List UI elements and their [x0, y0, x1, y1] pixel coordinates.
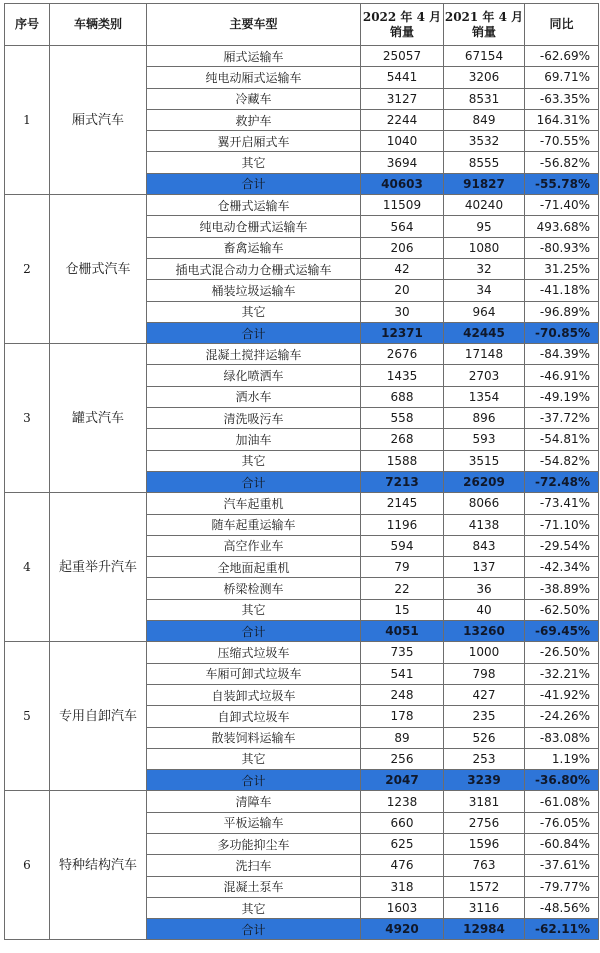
model-cell: 冷藏车: [147, 88, 361, 109]
yoy-cell: -56.82%: [525, 152, 599, 173]
model-cell: 散装饲料运输车: [147, 727, 361, 748]
sales-2021-cell: 95: [444, 216, 525, 237]
sales-2021-cell: 2756: [444, 812, 525, 833]
total-sales-2022-cell: 4920: [361, 919, 444, 940]
yoy-cell: -24.26%: [525, 706, 599, 727]
sales-2022-cell: 3694: [361, 152, 444, 173]
group-index: 4: [5, 493, 50, 642]
sales-2022-cell: 22: [361, 578, 444, 599]
table-header-row: [5, 4, 599, 46]
sales-2022-cell: 30: [361, 301, 444, 322]
sales-2022-cell: 625: [361, 833, 444, 854]
model-cell: 多功能抑尘车: [147, 833, 361, 854]
table-body: [5, 46, 599, 940]
special-vehicle-sales-table: [4, 3, 599, 940]
header-yoy: 同比: [525, 4, 599, 46]
model-cell: 救护车: [147, 109, 361, 130]
yoy-cell: -26.50%: [525, 642, 599, 663]
sales-2021-cell: 235: [444, 706, 525, 727]
sales-2022-cell: 2676: [361, 344, 444, 365]
total-sales-2022-cell: 7213: [361, 471, 444, 492]
model-cell: 纯电动厢式运输车: [147, 67, 361, 88]
model-cell: 清洗吸污车: [147, 408, 361, 429]
header-sales-2022: [361, 4, 444, 46]
total-yoy-cell: -69.45%: [525, 621, 599, 642]
sales-2021-cell: 8066: [444, 493, 525, 514]
model-cell: 其它: [147, 599, 361, 620]
sales-2022-cell: 25057: [361, 46, 444, 67]
total-sales-2022-cell: 4051: [361, 621, 444, 642]
model-cell: 仓栅式运输车: [147, 195, 361, 216]
sales-2022-cell: 248: [361, 684, 444, 705]
sales-2022-cell: 11509: [361, 195, 444, 216]
sales-2022-cell: 660: [361, 812, 444, 833]
header-sales-2022-line1: 2022 年 4 月: [362, 9, 442, 24]
total-sales-2022-cell: 12371: [361, 322, 444, 343]
yoy-cell: -63.35%: [525, 88, 599, 109]
model-cell: 绿化喷洒车: [147, 365, 361, 386]
table-row: [5, 642, 599, 663]
sales-2021-cell: 8555: [444, 152, 525, 173]
sales-2022-cell: 735: [361, 642, 444, 663]
sales-2021-cell: 2703: [444, 365, 525, 386]
yoy-cell: -80.93%: [525, 237, 599, 258]
total-label-cell: 合计: [147, 471, 361, 492]
yoy-cell: -37.61%: [525, 855, 599, 876]
table-row: [5, 344, 599, 365]
sales-2021-cell: 427: [444, 684, 525, 705]
sales-2021-cell: 964: [444, 301, 525, 322]
sales-2021-cell: 1080: [444, 237, 525, 258]
total-yoy-cell: -70.85%: [525, 322, 599, 343]
table-row: [5, 493, 599, 514]
sales-2021-cell: 1596: [444, 833, 525, 854]
total-yoy-cell: -72.48%: [525, 471, 599, 492]
sales-2021-cell: 896: [444, 408, 525, 429]
model-cell: 自卸式垃圾车: [147, 706, 361, 727]
sales-2022-cell: 564: [361, 216, 444, 237]
total-sales-2021-cell: 26209: [444, 471, 525, 492]
table-row: [5, 46, 599, 67]
group-index: 5: [5, 642, 50, 791]
sales-2022-cell: 15: [361, 599, 444, 620]
yoy-cell: 31.25%: [525, 258, 599, 279]
model-cell: 混凝土泵车: [147, 876, 361, 897]
sales-2021-cell: 40240: [444, 195, 525, 216]
model-cell: 桥梁检测车: [147, 578, 361, 599]
sales-2022-cell: 594: [361, 535, 444, 556]
sales-2021-cell: 40: [444, 599, 525, 620]
model-cell: 其它: [147, 152, 361, 173]
header-sales-2022-line2: 销量: [389, 24, 414, 39]
yoy-cell: -70.55%: [525, 131, 599, 152]
header-model: 主要车型: [147, 4, 361, 46]
sales-2021-cell: 32: [444, 258, 525, 279]
yoy-cell: -61.08%: [525, 791, 599, 812]
total-yoy-cell: -62.11%: [525, 919, 599, 940]
yoy-cell: -41.18%: [525, 280, 599, 301]
sales-2022-cell: 3127: [361, 88, 444, 109]
sales-2022-cell: 42: [361, 258, 444, 279]
sales-2021-cell: 3116: [444, 897, 525, 918]
yoy-cell: -54.82%: [525, 450, 599, 471]
yoy-cell: -54.81%: [525, 429, 599, 450]
yoy-cell: -38.89%: [525, 578, 599, 599]
sales-table-container: [4, 3, 598, 940]
group-index: 6: [5, 791, 50, 940]
total-label-cell: 合计: [147, 173, 361, 194]
model-cell: 厢式运输车: [147, 46, 361, 67]
total-label-cell: 合计: [147, 770, 361, 791]
yoy-cell: -60.84%: [525, 833, 599, 854]
header-sales-2021: [444, 4, 525, 46]
sales-2022-cell: 1196: [361, 514, 444, 535]
model-cell: 翼开启厢式车: [147, 131, 361, 152]
yoy-cell: 69.71%: [525, 67, 599, 88]
sales-2022-cell: 20: [361, 280, 444, 301]
total-sales-2021-cell: 3239: [444, 770, 525, 791]
model-cell: 压缩式垃圾车: [147, 642, 361, 663]
yoy-cell: 164.31%: [525, 109, 599, 130]
total-sales-2021-cell: 13260: [444, 621, 525, 642]
sales-2021-cell: 4138: [444, 514, 525, 535]
sales-2021-cell: 8531: [444, 88, 525, 109]
yoy-cell: -73.41%: [525, 493, 599, 514]
sales-2022-cell: 1040: [361, 131, 444, 152]
sales-2022-cell: 89: [361, 727, 444, 748]
sales-2021-cell: 798: [444, 663, 525, 684]
sales-2021-cell: 3181: [444, 791, 525, 812]
sales-2021-cell: 526: [444, 727, 525, 748]
sales-2022-cell: 1435: [361, 365, 444, 386]
sales-2022-cell: 206: [361, 237, 444, 258]
sales-2021-cell: 3206: [444, 67, 525, 88]
sales-2021-cell: 253: [444, 748, 525, 769]
yoy-cell: -37.72%: [525, 408, 599, 429]
table-row: [5, 195, 599, 216]
yoy-cell: -84.39%: [525, 344, 599, 365]
model-cell: 畜禽运输车: [147, 237, 361, 258]
sales-2021-cell: 849: [444, 109, 525, 130]
sales-2022-cell: 79: [361, 557, 444, 578]
yoy-cell: -79.77%: [525, 876, 599, 897]
model-cell: 桶装垃圾运输车: [147, 280, 361, 301]
model-cell: 车厢可卸式垃圾车: [147, 663, 361, 684]
model-cell: 清障车: [147, 791, 361, 812]
model-cell: 高空作业车: [147, 535, 361, 556]
total-yoy-cell: -36.80%: [525, 770, 599, 791]
total-sales-2021-cell: 12984: [444, 919, 525, 940]
group-category: 特种结构汽车: [50, 791, 147, 940]
total-label-cell: 合计: [147, 621, 361, 642]
sales-2021-cell: 17148: [444, 344, 525, 365]
yoy-cell: -62.69%: [525, 46, 599, 67]
header-idx: 序号: [5, 4, 50, 46]
group-category: 仓栅式汽车: [50, 195, 147, 344]
sales-2021-cell: 1354: [444, 386, 525, 407]
sales-2022-cell: 688: [361, 386, 444, 407]
model-cell: 其它: [147, 748, 361, 769]
sales-2021-cell: 1572: [444, 876, 525, 897]
yoy-cell: -96.89%: [525, 301, 599, 322]
yoy-cell: 1.19%: [525, 748, 599, 769]
model-cell: 其它: [147, 897, 361, 918]
model-cell: 其它: [147, 301, 361, 322]
sales-2021-cell: 137: [444, 557, 525, 578]
total-sales-2021-cell: 42445: [444, 322, 525, 343]
sales-2022-cell: 318: [361, 876, 444, 897]
header-category: 车辆类别: [50, 4, 147, 46]
yoy-cell: -76.05%: [525, 812, 599, 833]
model-cell: 洒水车: [147, 386, 361, 407]
yoy-cell: -48.56%: [525, 897, 599, 918]
model-cell: 纯电动仓栅式运输车: [147, 216, 361, 237]
yoy-cell: -41.92%: [525, 684, 599, 705]
group-category: 厢式汽车: [50, 46, 147, 195]
sales-2022-cell: 5441: [361, 67, 444, 88]
model-cell: 其它: [147, 450, 361, 471]
yoy-cell: -62.50%: [525, 599, 599, 620]
yoy-cell: -42.34%: [525, 557, 599, 578]
model-cell: 加油车: [147, 429, 361, 450]
sales-2022-cell: 1238: [361, 791, 444, 812]
sales-2021-cell: 67154: [444, 46, 525, 67]
yoy-cell: -71.10%: [525, 514, 599, 535]
total-sales-2021-cell: 91827: [444, 173, 525, 194]
group-category: 起重举升汽车: [50, 493, 147, 642]
model-cell: 洗扫车: [147, 855, 361, 876]
total-yoy-cell: -55.78%: [525, 173, 599, 194]
yoy-cell: -32.21%: [525, 663, 599, 684]
sales-2021-cell: 3515: [444, 450, 525, 471]
total-sales-2022-cell: 2047: [361, 770, 444, 791]
model-cell: 随车起重运输车: [147, 514, 361, 535]
header-sales-2021-line1: 2021 年 4 月: [444, 9, 524, 24]
sales-2021-cell: 593: [444, 429, 525, 450]
yoy-cell: -49.19%: [525, 386, 599, 407]
sales-2022-cell: 1603: [361, 897, 444, 918]
model-cell: 混凝土搅拌运输车: [147, 344, 361, 365]
group-index: 2: [5, 195, 50, 344]
yoy-cell: -71.40%: [525, 195, 599, 216]
yoy-cell: 493.68%: [525, 216, 599, 237]
group-category: 罐式汽车: [50, 344, 147, 493]
sales-2022-cell: 541: [361, 663, 444, 684]
sales-2022-cell: 256: [361, 748, 444, 769]
yoy-cell: -46.91%: [525, 365, 599, 386]
model-cell: 插电式混合动力仓栅式运输车: [147, 258, 361, 279]
model-cell: 平板运输车: [147, 812, 361, 833]
group-index: 3: [5, 344, 50, 493]
total-sales-2022-cell: 40603: [361, 173, 444, 194]
group-index: 1: [5, 46, 50, 195]
sales-2021-cell: 34: [444, 280, 525, 301]
total-label-cell: 合计: [147, 322, 361, 343]
model-cell: 自装卸式垃圾车: [147, 684, 361, 705]
sales-2022-cell: 558: [361, 408, 444, 429]
model-cell: 全地面起重机: [147, 557, 361, 578]
yoy-cell: -83.08%: [525, 727, 599, 748]
sales-2021-cell: 763: [444, 855, 525, 876]
total-label-cell: 合计: [147, 919, 361, 940]
sales-2022-cell: 2244: [361, 109, 444, 130]
sales-2021-cell: 843: [444, 535, 525, 556]
sales-2022-cell: 476: [361, 855, 444, 876]
model-cell: 汽车起重机: [147, 493, 361, 514]
yoy-cell: -29.54%: [525, 535, 599, 556]
sales-2021-cell: 1000: [444, 642, 525, 663]
sales-2021-cell: 3532: [444, 131, 525, 152]
group-category: 专用自卸汽车: [50, 642, 147, 791]
sales-2022-cell: 178: [361, 706, 444, 727]
sales-2022-cell: 268: [361, 429, 444, 450]
header-sales-2021-line2: 销量: [471, 24, 496, 39]
sales-2022-cell: 1588: [361, 450, 444, 471]
sales-2021-cell: 36: [444, 578, 525, 599]
table-row: [5, 791, 599, 812]
sales-2022-cell: 2145: [361, 493, 444, 514]
